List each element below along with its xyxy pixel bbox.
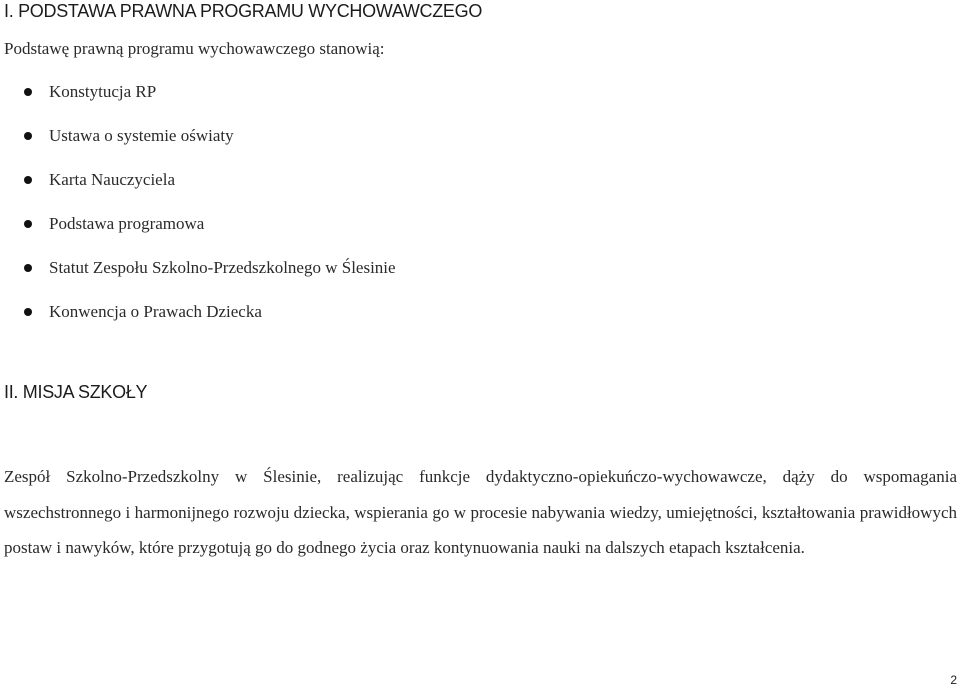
bullet-icon xyxy=(24,220,32,228)
list-item-text: Ustawa o systemie oświaty xyxy=(49,126,234,145)
list-item-text: Statut Zespołu Szkolno-Przedszkolnego w Ślesinie xyxy=(49,258,396,277)
mission-paragraph: Zespół Szkolno-Przedszkolny w Ślesinie, realizując funkcje dydaktyczno-opiekuńczo-wychowawcze, dąży do wspomagania wszechstronnego i harmonijnego rozwoju dziecka, wspierania go w procesie nabywania wiedzy, umiejętności, kształtowania prawidłowych postaw i nawyków, które przygotują go do godnego życia oraz kontynuowania nauki na dalszych etapach kształcenia. xyxy=(4,467,957,557)
list-item-text: Konwencja o Prawach Dziecka xyxy=(49,302,262,321)
bullet-icon xyxy=(24,308,32,316)
section-2-heading: II. MISJA SZKOŁY xyxy=(4,382,148,402)
list-item-text: Konstytucja RP xyxy=(49,82,157,101)
bullet-icon xyxy=(24,264,32,272)
bullet-icon xyxy=(24,132,32,140)
bullet-icon xyxy=(24,88,32,96)
bullet-icon xyxy=(24,176,32,184)
list-item-text: Podstawa programowa xyxy=(49,214,205,233)
section-1-heading: I. PODSTAWA PRAWNA PROGRAMU WYCHOWAWCZEGO xyxy=(4,1,483,21)
page-number: 2 xyxy=(950,673,957,687)
list-item-text: Karta Nauczyciela xyxy=(49,170,175,189)
section-1-intro: Podstawę prawną programu wychowawczego stanowią: xyxy=(4,39,385,58)
